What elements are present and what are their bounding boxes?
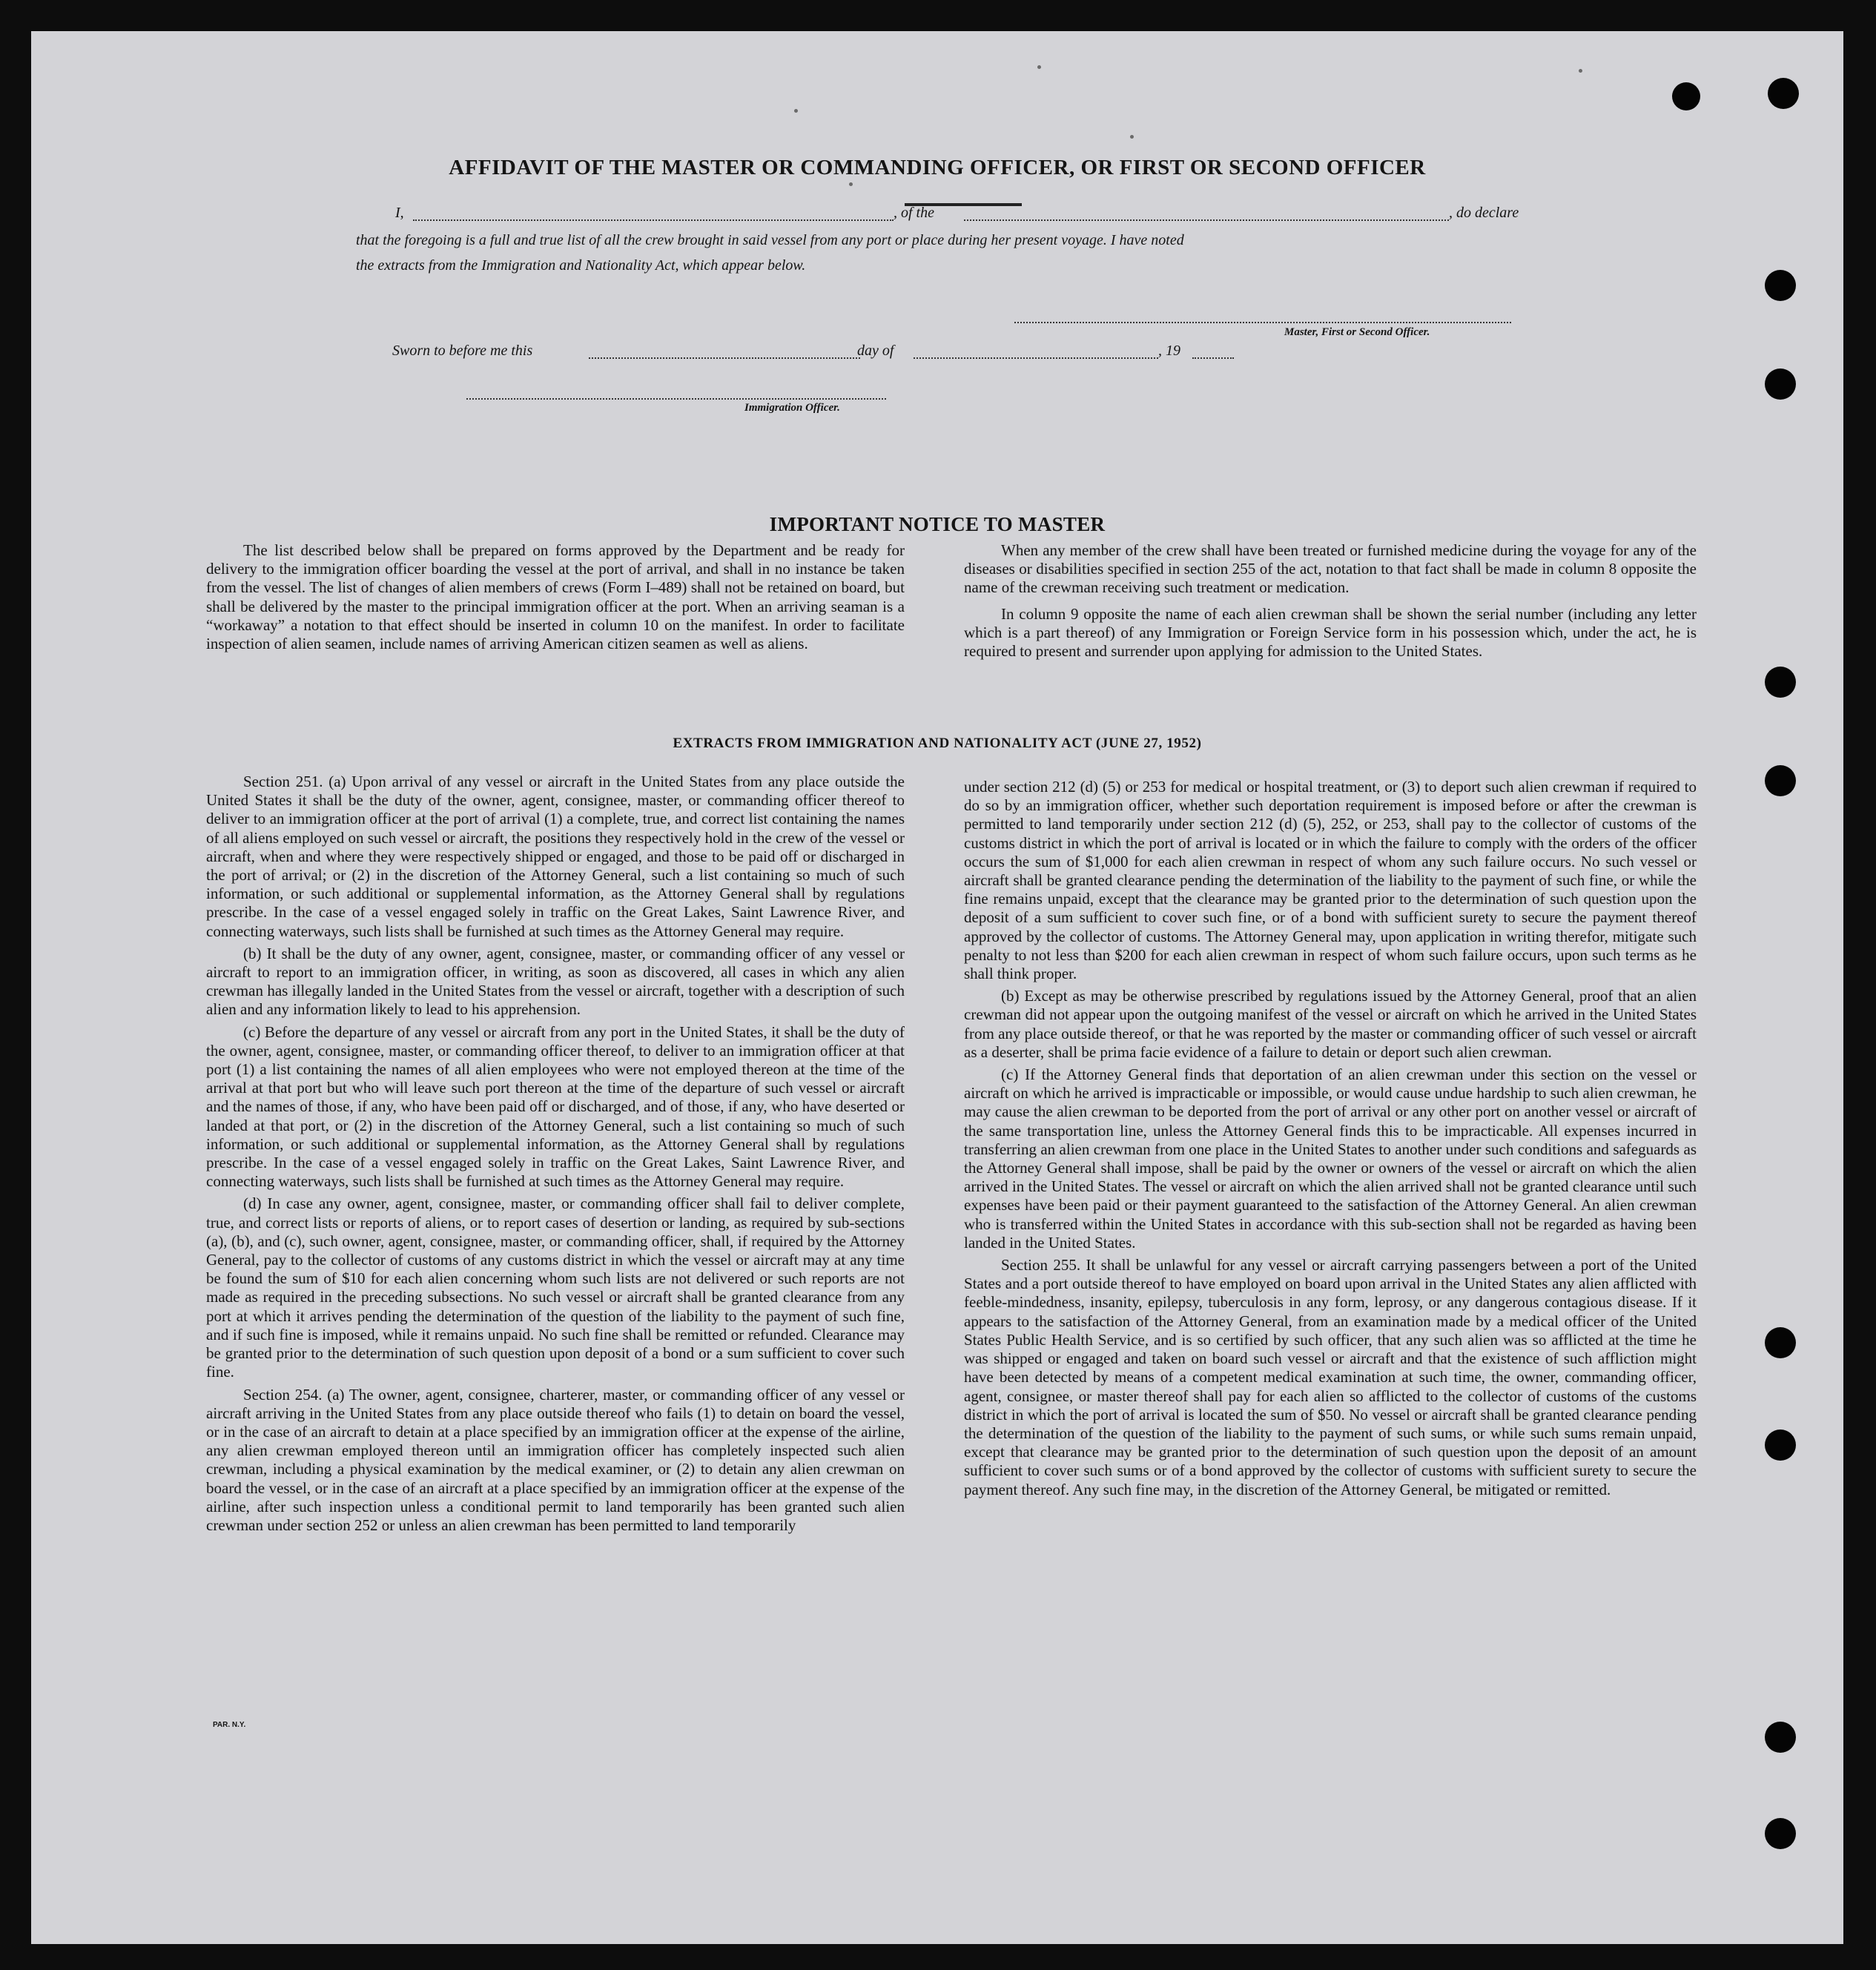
declaration-line-2: that the foregoing is a full and true list of all the crew brought in said vessel from any port or place during her present voyage. I have noted xyxy=(356,232,1184,248)
do-declare-text: , do declare xyxy=(1449,205,1519,221)
sworn-year-field[interactable] xyxy=(1192,357,1234,359)
affidavit-title: AFFIDAVIT OF THE MASTER OR COMMANDING OFFICER, OR FIRST OR SECOND OFFICER xyxy=(449,156,1426,179)
master-signature-caption: Master, First or Second Officer. xyxy=(1284,326,1430,338)
sworn-day-field[interactable] xyxy=(589,357,860,359)
notice-heading: IMPORTANT NOTICE TO MASTER xyxy=(769,513,1106,535)
declaration-line-3: the extracts from the Immigration and Nationality Act, which appear below. xyxy=(356,257,806,274)
form-page xyxy=(31,31,1843,1944)
binder-hole xyxy=(1765,270,1796,301)
binder-hole xyxy=(1672,82,1700,110)
officer-signature-caption: Immigration Officer. xyxy=(744,402,840,414)
binder-hole xyxy=(1765,1818,1796,1849)
binder-hole xyxy=(1768,78,1799,109)
officer-signature-line[interactable] xyxy=(466,398,886,400)
binder-hole xyxy=(1765,368,1796,400)
paper-speck xyxy=(794,109,798,113)
section-254-a-continued: under section 212 (d) (5) or 253 for medical or hospital treatment, or (3) to deport such alien crewman if required to do so by an immigration officer, whether such deportation requirement is imposed before or after the crewman is permitted to land temporarily under section 212 (d) (5), 252, or 253, shall pay to the collector of customs of the customs district in which the port of arrival is located or in which the failure to comply with the orders of the officer occurs the sum of $1,000 for each alien crewman in respect of whom any such failure occurs. No such vessel or aircraft shall be granted clearance pending the determination of the liability to the payment of such fine, or while the fine remains unpaid, except that the clearance may be granted prior to the determination of such question upon the deposit of a sum sufficient to cover such fine, or of a bond with sufficient surety to secure the payment thereof approved by the collector of customs. The Attorney General may, upon application in writing therefor, mitigate such penalty to not less than $200 for each alien crewman in respect of whom such failure occurs, upon such terms as he shall think proper. xyxy=(964,778,1697,983)
binder-hole xyxy=(1765,1722,1796,1753)
notice-right-column xyxy=(964,541,1697,661)
paper-speck xyxy=(1130,135,1134,139)
section-254-a: Section 254. (a) The owner, agent, consignee, charterer, master, or commanding officer of any vessel or aircraft arriving in the United States from any place outside thereof who fails (1) to detain on board the vessel, or in the case of an aircraft to detain at a place specified by an immigration officer at the expense of the airline, any alien crewman employed thereon until an immigration officer has completely inspected such alien crewman, including a physical examination by the medical examiner, or (2) to detain any alien crewman on board the vessel, or in the case of an aircraft at a place specified by an immigration officer at the expense of the airline, after such inspection unless a conditional permit to land temporarily has been granted such alien crewman under section 252 or unless an alien crewman has been permitted to land temporarily xyxy=(206,1385,905,1534)
section-251-c: (c) Before the departure of any vessel or aircraft from any port in the United States, it shall be the duty of the owner, agent, consignee, master, or commanding officer thereof, to deliver to an immigration officer at that port (1) a list containing the names of all alien employees who were not employed thereon at the time of the arrival at that port but who will leave such port thereon at the time of the departure of such vessel or aircraft and the names of those, if any, who have been paid off or discharged, and of those, if any, who have deserted or landed at that port, or (2) in the discretion of the Attorney General, such a list containing so much of such information, or such additional or supplemental information, as the Attorney General shall by regulations prescribe. In the case of a vessel engaged solely in traffic on the Great Lakes, Saint Lawrence River, and connecting waterways, such lists shall be furnished at such times as the Attorney General may require. xyxy=(206,1022,905,1191)
sworn-prefix: Sworn to before me this xyxy=(392,343,533,359)
notice-right-paragraph-1: When any member of the crew shall have been treated or furnished medicine during the voyage for any of the diseases or disabilities specified in section 255 of the act, notation to that fact shall be made in column 8 opposite the name of the crewman receiving such treatment or medication. xyxy=(964,541,1697,597)
notice-left-paragraph: The list described below shall be prepared on forms approved by the Department and be ready for delivery to the immigration officer boarding the vessel at the port of arrival, and shall in no instance be taken from the vessel. The list of changes of alien members of crews (Form I–489) shall not be retained on board, but shall be delivered by the master to the principal immigration officer at the port. When an arriving seaman is a “workaway” a notation to that effect should be inserted in column 10 on the manifest. In order to facilitate inspection of alien seamen, include names of arriving American citizen seamen as well as aliens. xyxy=(206,541,905,653)
notice-right-paragraph-2: In column 9 opposite the name of each alien crewman shall be shown the serial number (including any letter which is a part thereof) of any Immigration or Foreign Service form in his possession which, under the act, he is required to present and surrender upon applying for admission to the United States. xyxy=(964,604,1697,661)
sworn-year-label: , 19 xyxy=(1158,343,1180,359)
paper-speck xyxy=(1037,65,1041,69)
binder-hole xyxy=(1765,667,1796,698)
vessel-name-field[interactable] xyxy=(964,219,1449,221)
notice-left-column xyxy=(206,541,905,653)
section-251-d: (d) In case any owner, agent, consignee, master, or commanding officer shall fail to deliver complete, true, and correct lists or reports of aliens, or to report cases of desertion or landing, as required by sub-sections (a), (b), and (c), such owner, agent, consignee, master, or commanding officer, shall, if required by the Attorney General, pay to the collector of customs of any customs district in which the vessel or aircraft may at any time be found the sum of $10 for each alien concerning whom such lists are not delivered or such reports are not made as required in the preceding subsections. No such vessel or aircraft shall be granted clearance from any port at which it arrives pending the determination of the question of the liability to the payment of such fine, and if such fine is imposed, while it remains unpaid. No such fine shall be remitted or refunded. Clearance may be granted prior to the determination of such question upon deposit of a bond or a sum sufficient to cover such fine. xyxy=(206,1194,905,1381)
section-255: Section 255. It shall be unlawful for any vessel or aircraft carrying passengers between a port of the United States and a port outside thereof to have employed on board upon arrival in the United States any alien afflicted with feeble-mindedness, insanity, epilepsy, tuberculosis in any form, leprosy, or any dangerous contagious disease. If it appears to the satisfaction of the Attorney General, from an examination made by a medical officer of the United States Public Health Service, and is so certified by such officer, that any such alien was so afflicted at the time he was shipped or engaged and taken on board such vessel or aircraft and that the existence of such affliction might have been detected by means of a competent medical examination at such time, the owner, commanding officer, agent, consignee, or master thereof shall pay for each alien so afflicted to the collector of customs of the customs district in which the port of arrival is located the sum of $50. No vessel or aircraft shall be granted clearance pending the determination of the question of the liability to the payment of such sums, or while such sums remain unpaid, except that clearance may be granted prior to the determination of such question upon the deposit of an amount sufficient to cover such sums or of a bond approved by the collector of customs with sufficient surety to secure the payment thereof. Any such fine may, in the discretion of the Attorney General, be mitigated or remitted. xyxy=(964,1256,1697,1498)
sworn-day-label: day of xyxy=(857,343,894,359)
binder-hole xyxy=(1765,1429,1796,1461)
extracts-heading: EXTRACTS FROM IMMIGRATION AND NATIONALITY ACT (JUNE 27, 1952) xyxy=(673,736,1202,751)
declarant-of-the: , of the xyxy=(894,205,934,221)
printer-mark: PAR. N.Y. xyxy=(213,1721,246,1729)
section-254-b: (b) Except as may be otherwise prescribed by regulations issued by the Attorney General, proof that an alien crewman did not appear upon the outgoing manifest of the vessel or aircraft on which he arrived in the United States from any place outside thereof, or that he was reported by the master or commanding officer of such vessel or aircraft as a deserter, shall be prima facie evidence of a failure to detain or deport such alien crewman. xyxy=(964,987,1697,1061)
sworn-month-field[interactable] xyxy=(914,357,1158,359)
section-254-c: (c) If the Attorney General finds that deportation of an alien crewman under this section on the vessel or aircraft on which he arrived is impracticable or impossible, or would cause undue hardship to such alien crewman, he may cause the alien crewman to be deported from the port of arrival or any other port on another vessel or aircraft of the same transportation line, unless the Attorney General finds this to be impracticable. All expenses incurred in transferring an alien crewman from one place in the United States to another under such conditions and safeguards as the Attorney General shall impose, shall be paid by the owner or owners of the vessel or aircraft on which the alien arrived in the United States. The vessel or aircraft on which the alien arrived shall not be granted clearance until such expenses have been paid or their payment guaranteed to the satisfaction of the Attorney General. An alien crewman who is transferred within the United States in accordance with this sub-section shall not be regarded as having been landed in the United States. xyxy=(964,1065,1697,1252)
extracts-left-column xyxy=(206,773,905,1538)
paper-speck xyxy=(849,182,853,186)
declarant-prefix: I, xyxy=(395,205,404,221)
section-251-a: Section 251. (a) Upon arrival of any vessel or aircraft in the United States from any place outside the United States it shall be the duty of the owner, agent, consignee, master, or commanding officer thereof to deliver to an immigration officer at the port of arrival (1) a complete, true, and correct list containing the names of all aliens employed on such vessel or aircraft, the positions they respectively hold in the crew of the vessel or aircraft, when and where they were respectively shipped or engaged, and those to be paid off or discharged in the port of arrival; or (2) in the discretion of the Attorney General, such a list containing so much of such information, or such additional or supplemental information, as the Attorney General shall by regulations prescribe. In the case of a vessel engaged solely in traffic on the Great Lakes, Saint Lawrence River, and connecting waterways, such lists shall be furnished at such times as the Attorney General may require. xyxy=(206,773,905,940)
binder-hole xyxy=(1765,765,1796,796)
extracts-right-column xyxy=(964,778,1697,1503)
binder-hole xyxy=(1765,1327,1796,1358)
master-signature-line[interactable] xyxy=(1014,322,1511,323)
paper-speck xyxy=(1579,69,1582,73)
section-251-b: (b) It shall be the duty of any owner, agent, consignee, master, or commanding officer of any vessel or aircraft to report to an immigration officer, in writing, as soon as discovered, all cases in which any alien crewman has illegally landed in the United States from the vessel or aircraft, together with a description of such alien and any information likely to lead to his apprehension. xyxy=(206,944,905,1019)
declarant-name-field[interactable] xyxy=(413,219,894,221)
